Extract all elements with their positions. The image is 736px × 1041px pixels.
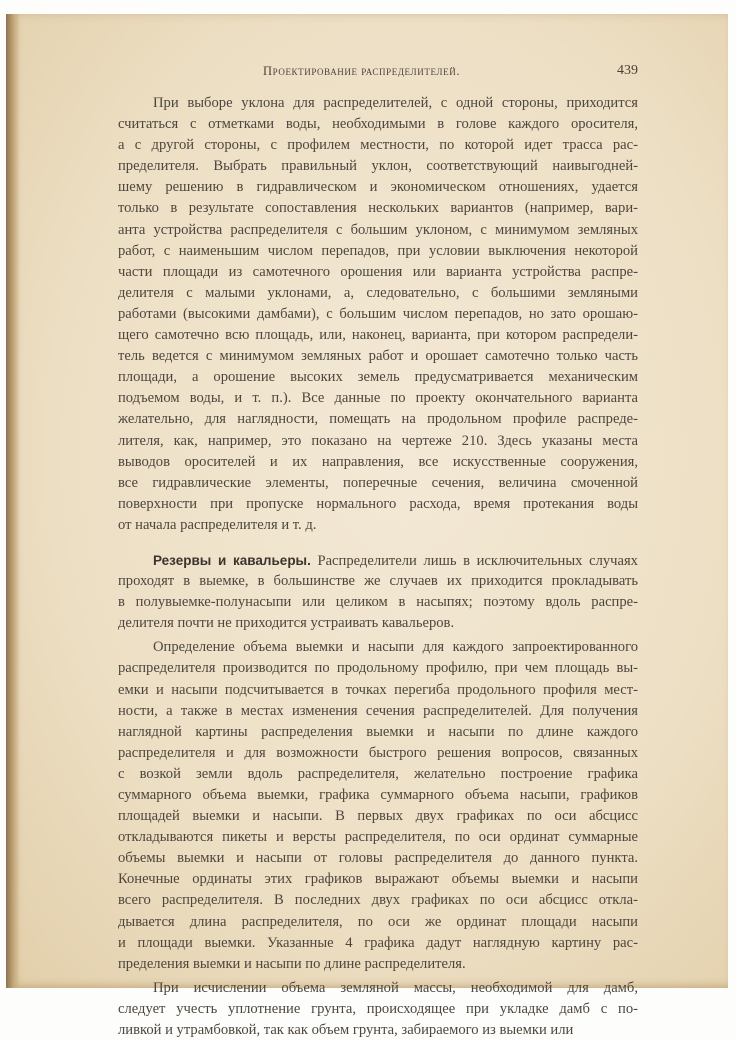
- paragraph: [118, 550, 638, 634]
- text-line: [118, 827, 638, 848]
- line-text: поверхности при пропуске нормального расхода, время протекания воды: [118, 495, 638, 512]
- text-line: [118, 764, 638, 785]
- text-line: [118, 241, 638, 262]
- text-line: [118, 473, 638, 494]
- paragraph: [118, 637, 638, 975]
- text-line: [118, 431, 638, 452]
- text-line: [118, 571, 638, 592]
- text-line: [118, 114, 638, 135]
- page-body: [118, 93, 638, 1041]
- running-title: Проектирование распределителей.: [263, 64, 461, 78]
- paragraph: [118, 978, 638, 1041]
- text-line: [118, 658, 638, 679]
- line-text: При выборе уклона для распределителей, с одной стороны, приходится: [153, 95, 638, 111]
- line-text: Конечные ординаты этих графиков выражают объемы выемки и насыпи: [118, 871, 638, 888]
- line-text: анта устройства распределителя с большим уклоном, с минимумом земляных: [118, 221, 638, 238]
- line-text: ливкой и утрамбовкой, так как объем грунта, забираемого из выемки или: [118, 1022, 574, 1039]
- text-line: [118, 722, 638, 743]
- line-text: откладываются пикеты и версты распределителя, по оси ординат суммарные: [118, 829, 638, 846]
- line-text: и площади выемки. Указанные 4 графика дадут наглядную картину рас-: [118, 934, 638, 951]
- line-text: все гидравлические элементы, поперечные сечения, величина смоченной: [118, 474, 638, 491]
- line-text: ности, а также в местах изменения сечения распределителей. Для получения: [118, 702, 638, 719]
- line-text: пределения выемки и насыпи по длине распределителя.: [118, 955, 466, 972]
- line-text: следует учесть уплотнение грунта, происходящее при укладке дамб с по-: [118, 1000, 638, 1017]
- text-line: [118, 743, 638, 764]
- line-text: от начала распределителя и т. д.: [118, 516, 317, 533]
- text-line: [118, 680, 638, 701]
- text-line: [118, 515, 638, 536]
- text-line: [118, 954, 638, 975]
- running-header: [118, 64, 638, 84]
- line-text: делителя с малыми уклонами, а, следовательно, с большими земляными: [118, 284, 638, 301]
- text-line: [118, 283, 638, 304]
- text-line: [118, 613, 638, 634]
- paragraph: [118, 93, 638, 536]
- text-line: [118, 494, 638, 515]
- line-text: При исчислении объема земляной массы, необходимой для дамб,: [153, 979, 638, 996]
- text-line: [118, 550, 638, 571]
- line-text: работами (высокими дамбами), с большим числом перепадов, но зато орошаю-: [118, 305, 638, 322]
- line-text: суммарного объема выемки, графика суммарного объема насыпи, графиков: [118, 787, 638, 803]
- text-line: [118, 933, 638, 954]
- text-line: [118, 452, 638, 473]
- line-text: подъемом воды, и т. п.). Все данные по проекту окончательного варианта: [118, 390, 638, 407]
- text-line: [118, 592, 638, 613]
- text-line: [118, 785, 638, 806]
- text-line: [118, 701, 638, 722]
- text-line: [118, 409, 638, 430]
- text-line: [118, 367, 638, 388]
- text-line: [118, 388, 638, 409]
- text-line: [118, 637, 638, 658]
- text-line: [118, 304, 638, 325]
- text-line: [118, 912, 638, 933]
- line-text: распределителя и для возможности быстрого решения вопросов, связанных: [118, 744, 638, 761]
- line-text: делителя почти не приходится устраивать кавальеров.: [118, 615, 455, 632]
- line-text: объемы выемки и насыпи от головы распределителя до данного пункта.: [118, 850, 638, 867]
- line-text: лителя, как, например, это показано на чертеже 210. Здесь указаны места: [118, 432, 638, 449]
- line-text: всего распределителя. В последних двух графиках по оси абсцисс откла-: [118, 892, 638, 909]
- line-text: работ, с наименьшим числом перепадов, при условии выключения некоторой: [118, 242, 638, 259]
- line-text: площадей выемки и насыпи. В первых двух графиках по оси абсцисс: [118, 808, 638, 825]
- text-line: [118, 93, 638, 114]
- section-heading: Резервы и кавальеры.: [153, 552, 311, 568]
- line-text: распределителя производится по продольному профилю, при чем площадь вы-: [118, 660, 638, 677]
- text-line: [118, 135, 638, 156]
- page-edge-shadow: [6, 14, 20, 988]
- text-line: [118, 890, 638, 911]
- page-number: 439: [617, 63, 638, 78]
- line-text: желательно, для наглядности, помещать на продольном профиле распреде-: [118, 411, 638, 428]
- text-line: [118, 869, 638, 890]
- line-text: шему решению в гидравлическом и экономическом отношениях, удается: [118, 179, 638, 196]
- line-text: проходят в выемке, в большинстве же случаев их приходится прокладывать: [118, 573, 638, 590]
- line-text: тель ведется с минимумом земляных работ и орошает самотечно только часть: [118, 348, 638, 365]
- line-text: Определение объема выемки и насыпи для каждого запроектированного: [153, 639, 638, 656]
- line-text: выводов оросителей и их направления, все искусственные сооружения,: [118, 453, 638, 470]
- line-text: емки и насыпи подсчитывается в точках перегиба продольного профиля мест-: [118, 681, 638, 698]
- text-line: [118, 198, 638, 219]
- text-line: [118, 848, 638, 869]
- line-text: в полувыемке-полунасыпи или целиком в насыпях; поэтому вдоль распре-: [118, 594, 638, 611]
- line-text: пределителя. Выбрать правильный уклон, соответствующий наивыгодней-: [118, 158, 638, 175]
- text-line: [118, 978, 638, 999]
- line-text: части площади из самотечного орошения или варианта устройства распре-: [118, 263, 638, 280]
- text-line: [118, 325, 638, 346]
- text-line: [118, 346, 638, 367]
- text-line: [118, 999, 638, 1020]
- line-text: дывается длина распределителя, по оси же ординат площади насыпи: [118, 913, 638, 930]
- text-line: [118, 177, 638, 198]
- line-text: наглядной картины распределения выемки и насыпи по длине каждого: [118, 723, 638, 740]
- line-text: а с другой стороны, с профилем местности, по которой идет трасса рас-: [118, 137, 638, 154]
- line-text: Распределители лишь в исключительных случаях: [310, 552, 638, 569]
- line-text: только в результате сопоставления нескольких вариантов (например, вари-: [118, 200, 638, 217]
- text-line: [118, 806, 638, 827]
- line-text: площади, а орошение высоких земель предусматривается механическим: [118, 369, 638, 386]
- text-line: [118, 220, 638, 241]
- text-line: [118, 1020, 638, 1041]
- line-text: щего самотечно всю площадь, или, наконец, варианта, при котором распредели-: [118, 327, 638, 344]
- text-line: [118, 156, 638, 177]
- text-line: [118, 262, 638, 283]
- line-text: с возкой земли вдоль распределителя, желательно построение графика: [118, 765, 638, 782]
- line-text: считаться с отметками воды, необходимыми в голове каждого оросителя,: [118, 116, 638, 133]
